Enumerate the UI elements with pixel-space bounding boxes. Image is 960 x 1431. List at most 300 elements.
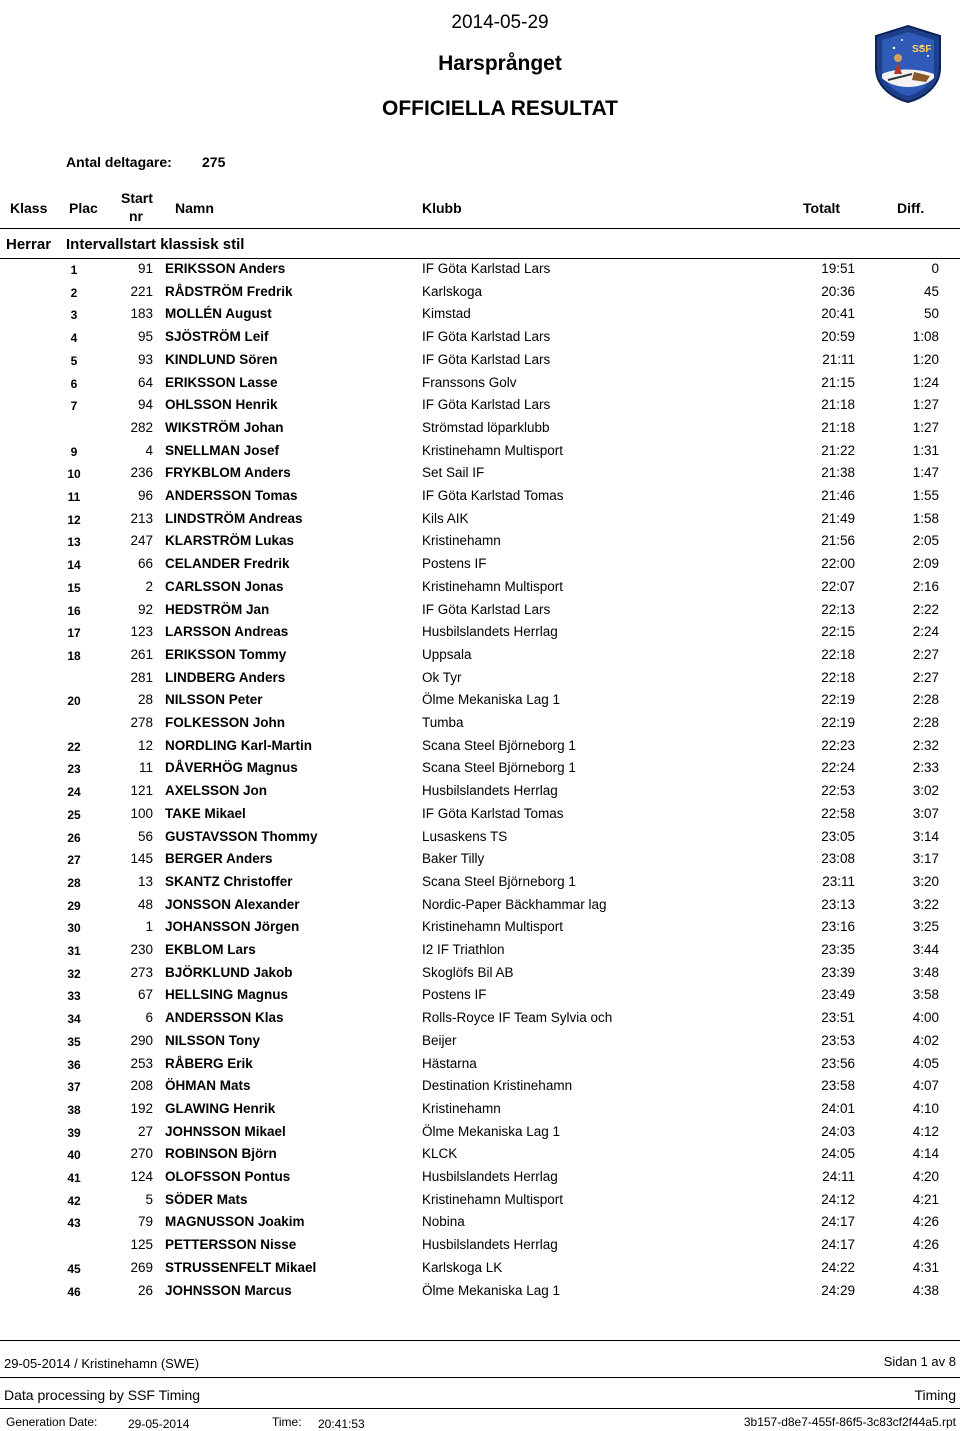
start-number: 125 bbox=[130, 1237, 153, 1253]
total-time: 22:19 bbox=[821, 692, 855, 708]
club-name: I2 IF Triathlon bbox=[422, 942, 505, 957]
time-diff: 4:20 bbox=[912, 1169, 939, 1184]
placing: 7 bbox=[70, 399, 78, 414]
club-name: IF Göta Karlstad Tomas bbox=[422, 488, 564, 503]
start-number: 91 bbox=[137, 261, 153, 276]
placing: 14 bbox=[67, 558, 81, 573]
time-diff: 4:21 bbox=[912, 1191, 939, 1207]
athlete-name: CARLSSON Jonas bbox=[165, 578, 284, 594]
placing: 22 bbox=[67, 739, 81, 754]
time-diff: 2:33 bbox=[912, 760, 939, 776]
table-row bbox=[0, 394, 960, 417]
total-time: 22:13 bbox=[821, 601, 855, 617]
club-name: Kristinehamn bbox=[422, 1100, 501, 1116]
table-row bbox=[0, 1189, 960, 1212]
start-number: 278 bbox=[130, 715, 153, 730]
start-number: 269 bbox=[130, 1259, 153, 1275]
table-row bbox=[0, 644, 960, 667]
total-time: 21:15 bbox=[821, 374, 855, 390]
total-time: 23:39 bbox=[821, 964, 855, 980]
placing: 4 bbox=[70, 331, 78, 346]
table-row bbox=[0, 326, 960, 349]
placing: 40 bbox=[67, 1148, 81, 1163]
athlete-name: FOLKESSON John bbox=[165, 715, 286, 730]
start-number: 121 bbox=[130, 783, 153, 799]
table-row bbox=[0, 916, 960, 939]
placing: 20 bbox=[67, 694, 81, 709]
participants-count: 275 bbox=[202, 154, 226, 170]
total-time: 23:35 bbox=[821, 942, 855, 957]
footer-gen-value: 29-05-2014 bbox=[128, 1417, 190, 1431]
start-number: 261 bbox=[130, 646, 153, 662]
table-row bbox=[0, 440, 960, 463]
total-time: 21:22 bbox=[821, 442, 855, 458]
time-diff: 3:58 bbox=[912, 987, 939, 1003]
club-name: IF Göta Karlstad Lars bbox=[422, 261, 551, 276]
total-time: 21:56 bbox=[821, 533, 855, 549]
total-time: 22:24 bbox=[821, 760, 855, 776]
start-number: 208 bbox=[130, 1078, 153, 1094]
footer-divider-bottom bbox=[0, 1408, 960, 1409]
placing: 28 bbox=[67, 875, 81, 890]
start-number: 56 bbox=[137, 828, 153, 844]
club-name: Nordic-Paper Bäckhammar lag bbox=[422, 896, 607, 912]
placing: 27 bbox=[67, 853, 81, 868]
table-row bbox=[0, 848, 960, 871]
section-class-name: Herrar bbox=[6, 236, 52, 253]
athlete-name: NILSSON Peter bbox=[165, 692, 263, 708]
time-diff: 1:20 bbox=[912, 351, 939, 367]
club-name: Baker Tilly bbox=[422, 851, 485, 867]
placing: 29 bbox=[67, 898, 81, 913]
athlete-name: LINDBERG Anders bbox=[165, 669, 286, 685]
footer-divider-mid bbox=[0, 1377, 960, 1378]
club-name: Franssons Golv bbox=[422, 374, 517, 390]
placing: 5 bbox=[70, 353, 78, 368]
total-time: 20:41 bbox=[821, 306, 855, 322]
club-name: Uppsala bbox=[422, 646, 472, 662]
placing: 1 bbox=[70, 263, 78, 277]
table-row bbox=[0, 803, 960, 826]
placing: 33 bbox=[67, 989, 81, 1004]
footer-timing: Timing bbox=[914, 1387, 956, 1403]
table-row bbox=[0, 462, 960, 485]
start-number: 247 bbox=[130, 533, 153, 549]
time-diff: 1:08 bbox=[912, 329, 939, 345]
total-time: 23:58 bbox=[821, 1078, 855, 1094]
time-diff: 2:28 bbox=[912, 715, 939, 730]
athlete-name: DÅVERHÖG Magnus bbox=[165, 760, 298, 776]
athlete-name: ERIKSSON Lasse bbox=[165, 374, 278, 390]
table-row bbox=[0, 735, 960, 758]
total-time: 22:00 bbox=[821, 556, 855, 572]
placing: 25 bbox=[67, 807, 81, 822]
section-title: Intervallstart klassisk stil bbox=[66, 236, 245, 253]
placing: 46 bbox=[67, 1284, 81, 1299]
time-diff: 3:17 bbox=[912, 851, 939, 867]
report-date: 2014-05-29 bbox=[451, 12, 549, 33]
athlete-name: LINDSTRÖM Andreas bbox=[165, 510, 303, 526]
time-diff: 4:07 bbox=[912, 1078, 939, 1094]
total-time: 23:56 bbox=[821, 1055, 855, 1071]
table-row bbox=[0, 553, 960, 576]
start-number: 253 bbox=[130, 1055, 153, 1071]
total-time: 24:01 bbox=[821, 1100, 855, 1116]
placing: 18 bbox=[67, 648, 81, 663]
table-row bbox=[0, 757, 960, 780]
table-row bbox=[0, 1030, 960, 1053]
table-row bbox=[0, 417, 960, 440]
total-time: 22:18 bbox=[821, 646, 855, 662]
start-number: 145 bbox=[130, 851, 153, 867]
placing: 36 bbox=[67, 1057, 81, 1072]
athlete-name: RÅDSTRÖM Fredrik bbox=[165, 283, 293, 299]
start-number: 64 bbox=[137, 374, 153, 390]
athlete-name: JONSSON Alexander bbox=[165, 896, 300, 912]
table-row bbox=[0, 667, 960, 690]
club-name: Tumba bbox=[422, 715, 464, 730]
start-number: 236 bbox=[130, 465, 153, 481]
club-name: Postens IF bbox=[422, 987, 487, 1003]
time-diff: 4:12 bbox=[912, 1123, 939, 1139]
athlete-name: STRUSSENFELT Mikael bbox=[165, 1259, 317, 1275]
time-diff: 3:44 bbox=[912, 942, 939, 957]
placing: 32 bbox=[67, 966, 81, 981]
athlete-name: BERGER Anders bbox=[165, 851, 273, 867]
table-row bbox=[0, 826, 960, 849]
time-diff: 0 bbox=[931, 261, 939, 276]
placing: 16 bbox=[67, 603, 81, 618]
time-diff: 4:31 bbox=[912, 1259, 939, 1275]
start-number: 124 bbox=[130, 1169, 153, 1184]
table-row bbox=[0, 258, 960, 281]
start-number: 270 bbox=[130, 1146, 153, 1162]
time-diff: 2:24 bbox=[912, 624, 939, 640]
total-time: 24:12 bbox=[821, 1191, 855, 1207]
athlete-name: ERIKSSON Tommy bbox=[165, 646, 287, 662]
total-time: 20:36 bbox=[821, 283, 855, 299]
placing: 35 bbox=[67, 1034, 81, 1049]
start-number: 11 bbox=[138, 760, 153, 776]
athlete-name: FRYKBLOM Anders bbox=[165, 465, 291, 481]
club-name: IF Göta Karlstad Tomas bbox=[422, 805, 564, 821]
time-diff: 4:05 bbox=[912, 1055, 939, 1071]
total-time: 22:07 bbox=[821, 578, 855, 594]
start-number: 192 bbox=[130, 1100, 153, 1116]
athlete-name: JOHNSSON Mikael bbox=[165, 1123, 286, 1139]
placing: 10 bbox=[67, 467, 81, 482]
club-name: Hästarna bbox=[422, 1055, 477, 1071]
start-number: 100 bbox=[130, 805, 153, 821]
start-number: 230 bbox=[130, 942, 153, 957]
total-time: 24:05 bbox=[821, 1146, 855, 1162]
table-row bbox=[0, 1280, 960, 1303]
athlete-name: SJÖSTRÖM Leif bbox=[165, 329, 269, 345]
table-row bbox=[0, 871, 960, 894]
club-name: Ölme Mekaniska Lag 1 bbox=[422, 692, 561, 708]
total-time: 22:15 bbox=[821, 624, 855, 640]
time-diff: 2:09 bbox=[912, 556, 939, 572]
athlete-name: ROBINSON Björn bbox=[165, 1146, 277, 1162]
event-title: Harsprånget bbox=[438, 52, 562, 75]
club-name: IF Göta Karlstad Lars bbox=[422, 601, 551, 617]
start-number: 4 bbox=[145, 442, 153, 458]
logo-text: SSF bbox=[912, 44, 932, 55]
total-time: 22:23 bbox=[821, 737, 855, 753]
total-time: 24:11 bbox=[822, 1169, 855, 1184]
total-time: 22:53 bbox=[821, 783, 855, 799]
athlete-name: KLARSTRÖM Lukas bbox=[165, 533, 295, 549]
total-time: 21:49 bbox=[821, 510, 855, 526]
placing: 6 bbox=[70, 376, 78, 391]
total-time: 22:19 bbox=[821, 715, 855, 730]
footer-page: Sidan 1 av 8 bbox=[883, 1354, 956, 1369]
total-time: 23:53 bbox=[821, 1032, 855, 1048]
footer-location: 29-05-2014 / Kristinehamn (SWE) bbox=[4, 1356, 200, 1371]
total-time: 23:13 bbox=[821, 896, 855, 912]
time-diff: 4:00 bbox=[912, 1010, 939, 1026]
club-name: Ok Tyr bbox=[422, 669, 462, 685]
athlete-name: HELLSING Magnus bbox=[165, 987, 289, 1003]
club-name: Scana Steel Björneborg 1 bbox=[422, 737, 576, 753]
club-name: Destination Kristinehamn bbox=[422, 1078, 573, 1094]
start-number: 48 bbox=[137, 896, 153, 912]
table-row bbox=[0, 576, 960, 599]
footer-time-label: Time: bbox=[272, 1415, 302, 1429]
start-number: 6 bbox=[145, 1010, 153, 1026]
report-subtitle: OFFICIELLA RESULTAT bbox=[381, 97, 619, 120]
header-divider bbox=[0, 228, 960, 229]
footer-data-processing: Data processing by SSF Timing bbox=[4, 1387, 201, 1403]
athlete-name: SÖDER Mats bbox=[165, 1191, 248, 1207]
club-name: Karlskoga LK bbox=[422, 1259, 503, 1275]
time-diff: 1:31 bbox=[912, 442, 939, 458]
club-name: Lusaskens TS bbox=[422, 828, 508, 844]
footer-file: 3b157-d8e7-455f-86f5-3c83cf2f44a5.rpt bbox=[743, 1415, 956, 1429]
athlete-name: SKANTZ Christoffer bbox=[165, 873, 293, 889]
total-time: 21:18 bbox=[821, 419, 855, 435]
athlete-name: ANDERSSON Tomas bbox=[165, 488, 298, 503]
club-name: Husbilslandets Herrlag bbox=[422, 1169, 558, 1184]
start-number: 96 bbox=[137, 488, 153, 503]
start-number: 221 bbox=[130, 283, 153, 299]
start-number: 13 bbox=[137, 873, 153, 889]
time-diff: 3:25 bbox=[912, 919, 939, 935]
table-row bbox=[0, 1098, 960, 1121]
placing: 39 bbox=[67, 1125, 81, 1140]
start-number: 273 bbox=[130, 964, 153, 980]
time-diff: 1:27 bbox=[912, 397, 939, 413]
placing: 41 bbox=[67, 1171, 81, 1185]
time-diff: 4:14 bbox=[912, 1146, 939, 1162]
table-row bbox=[0, 485, 960, 508]
club-name: Postens IF bbox=[422, 556, 487, 572]
total-time: 19:51 bbox=[821, 261, 855, 276]
club-name: Set Sail IF bbox=[422, 465, 485, 481]
table-row bbox=[0, 1143, 960, 1166]
table-row bbox=[0, 303, 960, 326]
start-number: 92 bbox=[137, 601, 153, 617]
total-time: 22:58 bbox=[821, 805, 855, 821]
club-name: KLCK bbox=[422, 1146, 458, 1162]
start-number: 183 bbox=[130, 306, 153, 322]
time-diff: 1:27 bbox=[912, 419, 939, 435]
start-number: 123 bbox=[130, 624, 153, 640]
total-time: 21:18 bbox=[821, 397, 855, 413]
col-start-line1: Start bbox=[121, 190, 153, 206]
time-diff: 2:28 bbox=[912, 692, 939, 708]
total-time: 24:22 bbox=[821, 1259, 855, 1275]
table-row bbox=[0, 1211, 960, 1234]
placing: 17 bbox=[67, 626, 81, 641]
time-diff: 1:58 bbox=[912, 510, 939, 526]
time-diff: 2:16 bbox=[912, 578, 939, 594]
start-number: 2 bbox=[145, 578, 153, 594]
col-klass: Klass bbox=[10, 200, 48, 216]
club-name: Kimstad bbox=[422, 306, 471, 322]
athlete-name: WIKSTRÖM Johan bbox=[165, 419, 284, 435]
table-row bbox=[0, 508, 960, 531]
club-name: Rolls-Royce IF Team Sylvia och bbox=[422, 1010, 613, 1026]
athlete-name: GLAWING Henrik bbox=[165, 1100, 276, 1116]
time-diff: 2:22 bbox=[912, 601, 939, 617]
total-time: 23:49 bbox=[821, 987, 855, 1003]
start-number: 93 bbox=[137, 351, 153, 367]
club-name: Kristinehamn Multisport bbox=[422, 578, 564, 594]
time-diff: 4:26 bbox=[912, 1214, 939, 1230]
time-diff: 2:27 bbox=[912, 646, 939, 662]
time-diff: 45 bbox=[923, 283, 939, 299]
club-name: Husbilslandets Herrlag bbox=[422, 783, 558, 799]
placing: 23 bbox=[67, 762, 81, 777]
placing: 38 bbox=[67, 1102, 81, 1117]
time-diff: 4:02 bbox=[912, 1032, 939, 1048]
club-name: Kristinehamn bbox=[422, 533, 501, 549]
time-diff: 50 bbox=[923, 306, 939, 322]
start-number: 79 bbox=[137, 1214, 153, 1230]
total-time: 23:51 bbox=[821, 1010, 855, 1026]
time-diff: 3:14 bbox=[912, 828, 939, 844]
athlete-name: JOHANSSON Jörgen bbox=[165, 919, 300, 935]
col-totalt: Totalt bbox=[803, 200, 841, 216]
time-diff: 2:27 bbox=[912, 669, 939, 685]
placing: 13 bbox=[67, 535, 81, 550]
col-diff: Diff. bbox=[897, 200, 925, 216]
total-time: 22:18 bbox=[821, 669, 855, 685]
athlete-name: GUSTAVSSON Thommy bbox=[165, 828, 318, 844]
table-row bbox=[0, 1053, 960, 1076]
athlete-name: OLOFSSON Pontus bbox=[165, 1169, 291, 1184]
athlete-name: ERIKSSON Anders bbox=[165, 261, 286, 276]
placing: 3 bbox=[70, 308, 78, 323]
club-name: Kils AIK bbox=[422, 510, 469, 526]
club-name: IF Göta Karlstad Lars bbox=[422, 329, 551, 345]
total-time: 23:11 bbox=[822, 873, 855, 889]
athlete-name: LARSSON Andreas bbox=[165, 624, 289, 640]
athlete-name: JOHNSSON Marcus bbox=[165, 1282, 292, 1298]
footer-time-value: 20:41:53 bbox=[318, 1417, 365, 1431]
start-number: 95 bbox=[137, 329, 153, 345]
total-time: 20:59 bbox=[821, 329, 855, 345]
placing: 43 bbox=[67, 1216, 81, 1231]
athlete-name: RÅBERG Erik bbox=[165, 1055, 253, 1071]
table-row bbox=[0, 1075, 960, 1098]
athlete-name: AXELSSON Jon bbox=[165, 783, 268, 799]
time-diff: 4:10 bbox=[912, 1100, 939, 1116]
start-number: 67 bbox=[137, 987, 153, 1003]
placing: 2 bbox=[70, 285, 78, 300]
club-name: Scana Steel Björneborg 1 bbox=[422, 760, 576, 776]
total-time: 23:05 bbox=[821, 828, 855, 844]
time-diff: 4:26 bbox=[912, 1237, 939, 1253]
club-name: Kristinehamn Multisport bbox=[422, 919, 564, 935]
club-name: Husbilslandets Herrlag bbox=[422, 1237, 558, 1253]
participants-label: Antal deltagare: bbox=[66, 154, 172, 170]
table-row bbox=[0, 984, 960, 1007]
athlete-name: BJÖRKLUND Jakob bbox=[165, 964, 293, 980]
table-row bbox=[0, 621, 960, 644]
table-row bbox=[0, 1007, 960, 1030]
club-name: Ölme Mekaniska Lag 1 bbox=[422, 1282, 561, 1298]
start-number: 28 bbox=[137, 692, 153, 708]
table-row bbox=[0, 894, 960, 917]
club-name: Kristinehamn Multisport bbox=[422, 442, 564, 458]
athlete-name: ÖHMAN Mats bbox=[165, 1078, 251, 1094]
placing: 24 bbox=[67, 785, 81, 800]
table-row bbox=[0, 349, 960, 372]
placing: 30 bbox=[67, 921, 81, 936]
start-number: 1 bbox=[145, 919, 153, 935]
table-row bbox=[0, 1234, 960, 1257]
club-name: Beijer bbox=[422, 1032, 457, 1048]
club-name: Kristinehamn Multisport bbox=[422, 1191, 564, 1207]
start-number: 94 bbox=[137, 397, 153, 413]
table-row bbox=[0, 530, 960, 553]
total-time: 21:38 bbox=[821, 465, 855, 481]
footer-gen-label: Generation Date: bbox=[6, 1415, 98, 1429]
athlete-name: MOLLÉN August bbox=[165, 306, 272, 322]
total-time: 24:17 bbox=[821, 1237, 855, 1253]
athlete-name: NORDLING Karl-Martin bbox=[165, 737, 313, 753]
placing: 12 bbox=[67, 512, 81, 527]
footer-divider-top bbox=[0, 1340, 960, 1341]
total-time: 24:17 bbox=[821, 1214, 855, 1230]
col-plac: Plac bbox=[69, 200, 98, 216]
time-diff: 1:24 bbox=[912, 374, 939, 390]
time-diff: 3:48 bbox=[912, 964, 939, 980]
time-diff: 2:32 bbox=[912, 737, 939, 753]
start-number: 281 bbox=[130, 669, 153, 685]
start-number: 66 bbox=[137, 556, 153, 572]
placing: 26 bbox=[67, 830, 81, 845]
col-start-line2: nr bbox=[129, 208, 143, 224]
club-name: Karlskoga bbox=[422, 283, 483, 299]
total-time: 21:11 bbox=[822, 351, 855, 367]
total-time: 24:03 bbox=[821, 1123, 855, 1139]
table-row bbox=[0, 281, 960, 304]
time-diff: 3:22 bbox=[912, 896, 939, 912]
table-row bbox=[0, 939, 960, 962]
start-number: 5 bbox=[145, 1191, 153, 1207]
ssf-logo-icon bbox=[872, 24, 944, 104]
table-row bbox=[0, 689, 960, 712]
athlete-name: KINDLUND Sören bbox=[165, 351, 278, 367]
club-name: Husbilslandets Herrlag bbox=[422, 624, 558, 640]
total-time: 23:08 bbox=[821, 851, 855, 867]
table-row bbox=[0, 1121, 960, 1144]
time-diff: 3:20 bbox=[912, 873, 939, 889]
time-diff: 2:05 bbox=[912, 533, 939, 549]
